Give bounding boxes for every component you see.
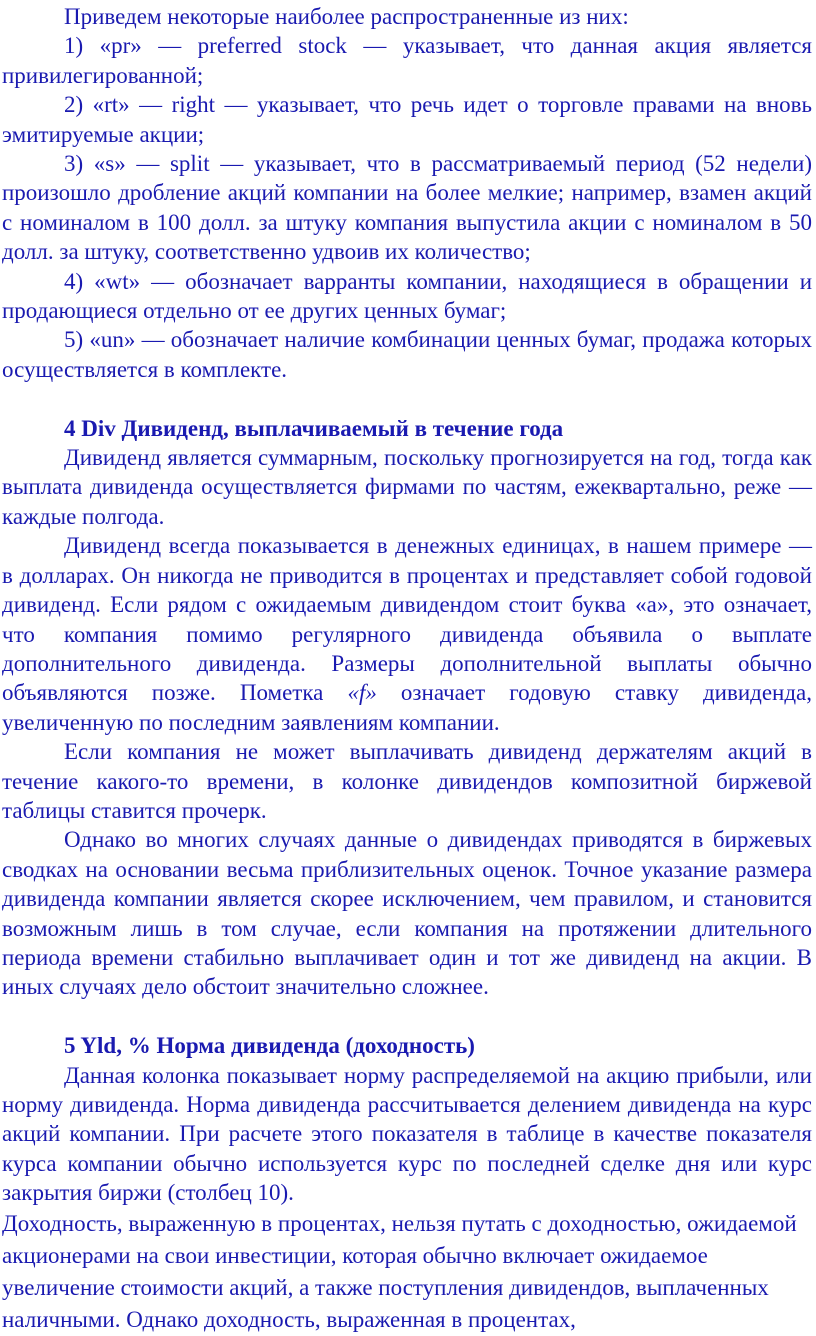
list-item-rt: 2) «rt» — right — указывает, что речь идет о торговле правами на вновь эмитируемые акции; <box>2 92 812 147</box>
list-item-wt: 4) «wt» — обозначает варранты компании, находящиеся в обращении и продающиеся отдельно от ее других ценных бумаг; <box>2 268 812 324</box>
section-4-paragraph-1: Дивиденд является суммарным, поскольку прогнозируется на год, тогда как выплата дивиденда осуществляется фирмами по частям, ежеквартально, реже — каждые полгода. <box>2 445 812 529</box>
section-5-heading: 5 Yld, % Норма дивиденда (доходность) <box>64 1033 475 1059</box>
section-4-paragraph-4: Однако во многих случаях данные о дивидендах приводятся в биржевых сводках на основании весьма приблизительных оценок. Точное указание размера дивиденда компании является скорее исключением, чем правилом, и становится возможным лишь в том случае, если компания на протяжении длительного периода времени стабильно выплачивает один и тот же дивиденд на акции. В иных случаях дело обстоит значительно сложнее. <box>2 827 812 1000</box>
section-spacer <box>2 384 812 413</box>
section-4-paragraph-2 <box>2 531 812 737</box>
section-4-paragraph-2-start: Дивиденд всегда показывается в денежных единицах, в нашем примере — в долларах. Он никогда не приводится в процентах и представляет собой годовой дивиденд. Если рядом с ожидаемым дивидендом стоит буква «а», это означает, что компания помимо регулярного дивиденда объявила о выплате дополнительного дивиденда. Размеры дополнительной выплаты обычно объявляются позже. Пометка <box>2 533 812 706</box>
list-item-pr: 1) «pr» — preferred stock — указывает, что данная акция является привилегированной; <box>2 33 812 88</box>
document-body <box>2 2 812 1336</box>
intro-paragraph: Приведем некоторые наиболее распространенные из них: <box>64 4 629 29</box>
section-5-paragraph-2: Доходность, выраженную в процентах, нельзя путать с доходностью, ожидаемой акционерами на свои инвестиции, которая обычно включает ожидаемое увеличение стоимости акций, а также поступления дивидендов, выплаченных наличными. Однако доходность, выраженная в процентах, <box>2 1210 797 1333</box>
section-4-paragraph-2-end: означает годовую ставку дивиденда, увеличенную по последним заявлениям компании. <box>2 680 813 735</box>
section-spacer <box>2 1002 812 1031</box>
section-4-heading: 4 Div Дивиденд, выплачиваемый в течение года <box>64 415 564 441</box>
section-5-paragraph-1: Данная колонка показывает норму распределяемой на акцию прибыли, или норму дивиденда. Норма дивиденда рассчитывается делением дивиденда на курс акций компании. При расчете этого показателя в таблице в качестве показателя курса компании обычно используется курс по последней сделке дня или курс закрытия биржи (столбец 10). <box>2 1062 812 1206</box>
list-item-un: 5) «un» — обозначает наличие комбинации ценных бумаг, продажа которых осуществляется в комплекте. <box>2 327 812 382</box>
list-item-split: 3) «s» — split — указывает, что в рассматриваемый период (52 недели) произошло дробление акций компании на более мелкие; например, взамен акций с номиналом в 100 долл. за штуку компания выпустила акции с номиналом в 50 долл. за штуку, соответственно удвоив их количество; <box>2 151 812 265</box>
section-4-paragraph-3: Если компания не может выплачивать дивиденд держателям акций в течение какого-то времени, в колонке дивидендов композитной биржевой таблицы ставится прочерк. <box>2 739 812 823</box>
italic-mark-f: «f» <box>347 680 377 706</box>
